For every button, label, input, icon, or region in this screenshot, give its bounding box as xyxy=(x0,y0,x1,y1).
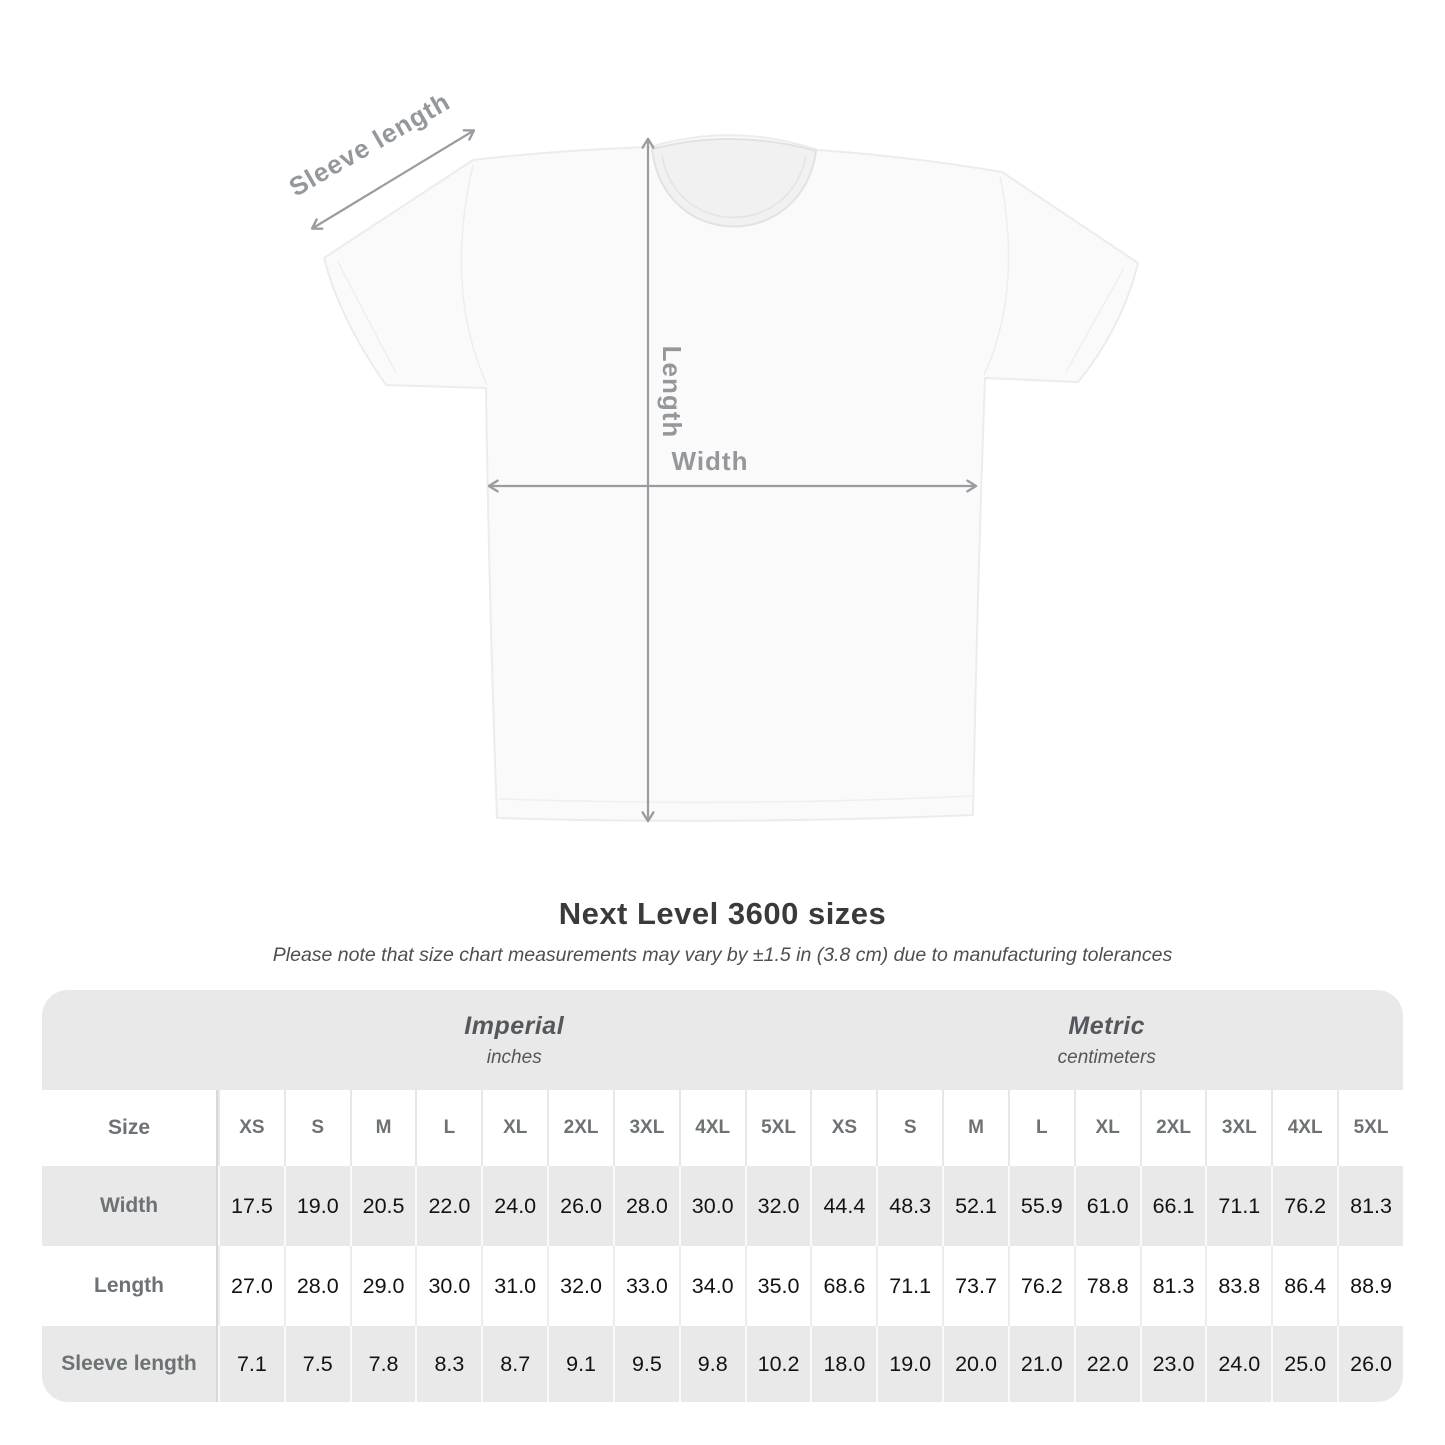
width-value: 81.3 xyxy=(1337,1166,1403,1246)
width-value: 28.0 xyxy=(613,1166,679,1246)
size-header-row xyxy=(42,1090,1403,1166)
tshirt-outline xyxy=(324,135,1138,821)
length-value: 88.9 xyxy=(1337,1246,1403,1326)
metric-label: Metric xyxy=(1068,1011,1146,1040)
length-value: 71.1 xyxy=(876,1246,942,1326)
length-value: 83.8 xyxy=(1205,1246,1271,1326)
width-value: 30.0 xyxy=(679,1166,745,1246)
width-value: 44.4 xyxy=(810,1166,876,1246)
sleeve-length-value: 22.0 xyxy=(1074,1326,1140,1402)
length-value: 30.0 xyxy=(415,1246,481,1326)
length-value: 78.8 xyxy=(1074,1246,1140,1326)
length-value: 68.6 xyxy=(810,1246,876,1326)
col-header-imperial-3xl: 3XL xyxy=(613,1090,679,1166)
length-value: 73.7 xyxy=(942,1246,1008,1326)
col-header-imperial-2xl: 2XL xyxy=(547,1090,613,1166)
length-value: 86.4 xyxy=(1271,1246,1337,1326)
length-value: 27.0 xyxy=(218,1246,284,1326)
length-label: Length xyxy=(657,345,687,439)
col-header-imperial-xl: XL xyxy=(481,1090,547,1166)
size-header-cell: Size xyxy=(42,1090,218,1166)
length-value: 31.0 xyxy=(481,1246,547,1326)
sleeve-length-value: 8.3 xyxy=(415,1326,481,1402)
col-header-metric-s: S xyxy=(876,1090,942,1166)
length-value: 35.0 xyxy=(745,1246,811,1326)
sleeve-length-value: 18.0 xyxy=(810,1326,876,1402)
sleeve-length-value: 10.2 xyxy=(745,1326,811,1402)
length-value: 81.3 xyxy=(1140,1246,1206,1326)
length-value: 34.0 xyxy=(679,1246,745,1326)
col-header-metric-5xl: 5XL xyxy=(1337,1090,1403,1166)
width-value: 17.5 xyxy=(218,1166,284,1246)
size-table-container xyxy=(42,990,1403,1402)
sleeve-length-row-label: Sleeve length xyxy=(42,1326,218,1402)
length-value: 28.0 xyxy=(284,1246,350,1326)
imperial-label: Imperial xyxy=(464,1011,565,1040)
col-header-metric-2xl: 2XL xyxy=(1140,1090,1206,1166)
col-header-metric-m: M xyxy=(942,1090,1008,1166)
col-header-imperial-s: S xyxy=(284,1090,350,1166)
tolerance-note: Please note that size chart measurements may vary by ±1.5 in (3.8 cm) due to manufacturing tolerances xyxy=(272,944,1173,966)
col-header-metric-l: L xyxy=(1008,1090,1074,1166)
width-value: 20.5 xyxy=(350,1166,416,1246)
sleeve-length-value: 20.0 xyxy=(942,1326,1008,1402)
width-row-label: Width xyxy=(42,1166,218,1246)
group-header-imperial xyxy=(218,990,810,1090)
col-header-imperial-xs: XS xyxy=(218,1090,284,1166)
width-value: 76.2 xyxy=(1271,1166,1337,1246)
unit-group-row xyxy=(42,990,1403,1090)
width-value: 22.0 xyxy=(415,1166,481,1246)
width-value: 71.1 xyxy=(1205,1166,1271,1246)
page-title: Next Level 3600 sizes xyxy=(558,896,887,931)
width-value: 32.0 xyxy=(745,1166,811,1246)
group-corner-cell xyxy=(42,990,218,1090)
sleeve-length-value: 8.7 xyxy=(481,1326,547,1402)
sleeve-length-value: 21.0 xyxy=(1008,1326,1074,1402)
size-table xyxy=(42,990,1403,1402)
col-header-metric-xs: XS xyxy=(810,1090,876,1166)
width-value: 66.1 xyxy=(1140,1166,1206,1246)
length-value: 76.2 xyxy=(1008,1246,1074,1326)
sleeve-length-value: 26.0 xyxy=(1337,1326,1403,1402)
sleeve-length-value: 7.1 xyxy=(218,1326,284,1402)
width-value: 24.0 xyxy=(481,1166,547,1246)
sleeve-length-value: 23.0 xyxy=(1140,1326,1206,1402)
col-header-imperial-5xl: 5XL xyxy=(745,1090,811,1166)
imperial-units-label: inches xyxy=(486,1046,542,1068)
col-header-metric-4xl: 4XL xyxy=(1271,1090,1337,1166)
length-row xyxy=(42,1246,1403,1326)
col-header-imperial-l: L xyxy=(415,1090,481,1166)
col-header-imperial-4xl: 4XL xyxy=(679,1090,745,1166)
length-value: 32.0 xyxy=(547,1246,613,1326)
col-header-metric-3xl: 3XL xyxy=(1205,1090,1271,1166)
col-header-imperial-m: M xyxy=(350,1090,416,1166)
width-value: 48.3 xyxy=(876,1166,942,1246)
width-value: 26.0 xyxy=(547,1166,613,1246)
sleeve-length-value: 7.8 xyxy=(350,1326,416,1402)
width-value: 19.0 xyxy=(284,1166,350,1246)
width-value: 52.1 xyxy=(942,1166,1008,1246)
col-header-metric-xl: XL xyxy=(1074,1090,1140,1166)
width-label: Width xyxy=(671,446,749,476)
length-value: 29.0 xyxy=(350,1246,416,1326)
sleeve-length-label: Sleeve length xyxy=(283,86,456,203)
sleeve-length-value: 19.0 xyxy=(876,1326,942,1402)
length-value: 33.0 xyxy=(613,1246,679,1326)
group-header-metric xyxy=(810,990,1403,1090)
width-row xyxy=(42,1166,1403,1246)
width-value: 61.0 xyxy=(1074,1166,1140,1246)
sleeve-length-value: 24.0 xyxy=(1205,1326,1271,1402)
sleeve-length-value: 9.5 xyxy=(613,1326,679,1402)
sleeve-length-value: 7.5 xyxy=(284,1326,350,1402)
sleeve-length-row xyxy=(42,1326,1403,1402)
length-row-label: Length xyxy=(42,1246,218,1326)
sleeve-length-value: 9.1 xyxy=(547,1326,613,1402)
sleeve-length-value: 9.8 xyxy=(679,1326,745,1402)
metric-units-label: centimeters xyxy=(1057,1046,1156,1068)
sleeve-length-value: 25.0 xyxy=(1271,1326,1337,1402)
width-value: 55.9 xyxy=(1008,1166,1074,1246)
